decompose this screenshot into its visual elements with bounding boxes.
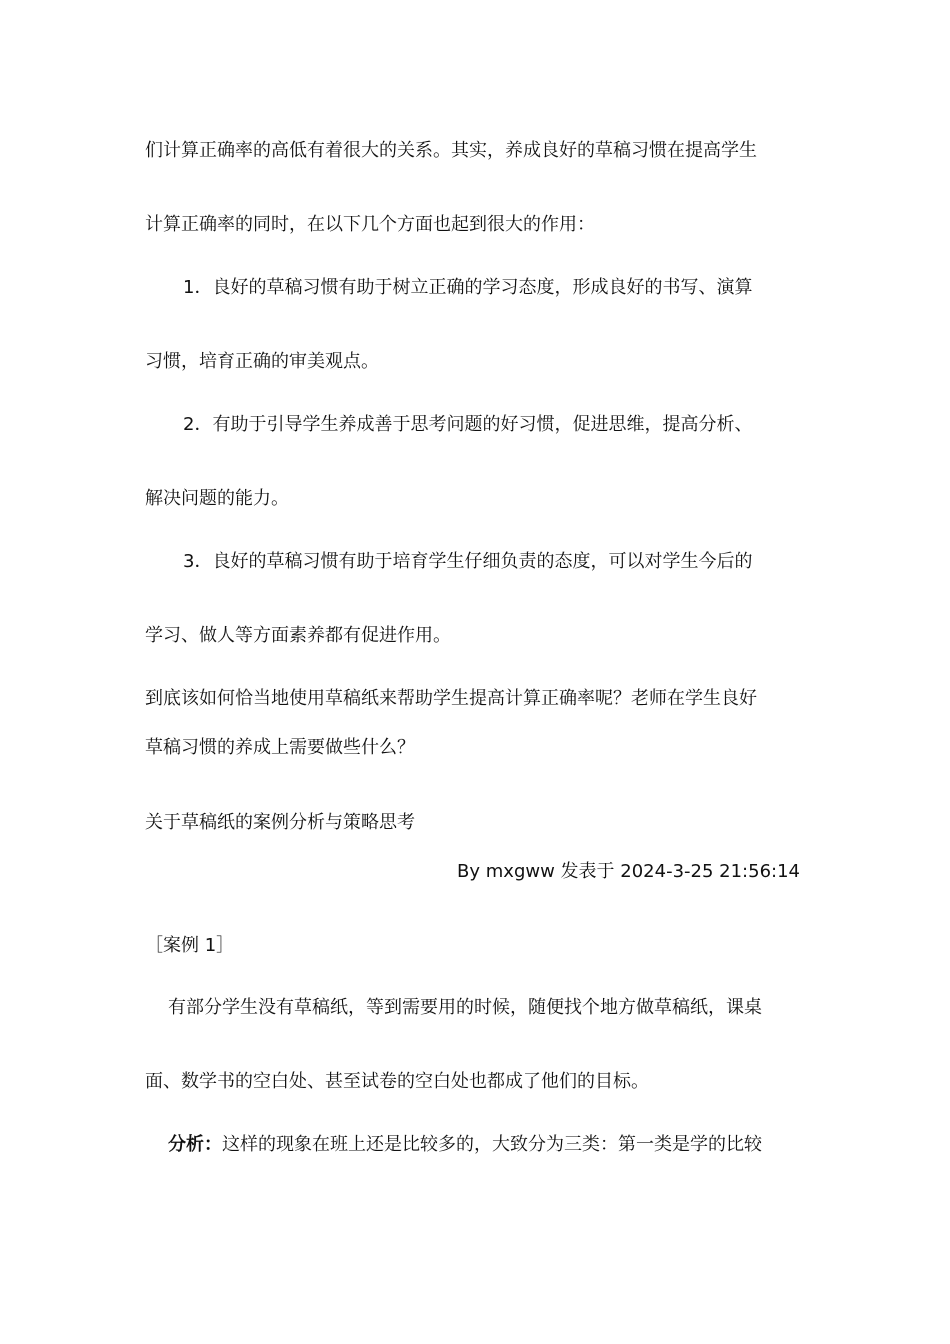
list-item-2-continuation: 解决问题的能力。 (145, 488, 289, 509)
list-item-3-continuation: 学习、做人等方面素养都有促进作用。 (145, 625, 451, 646)
body-text-line: 们计算正确率的高低有着很大的关系。其实，养成良好的草稿习惯在提高学生 (145, 140, 757, 161)
body-text-line: 计算正确率的同时，在以下几个方面也起到很大的作用： (145, 214, 595, 235)
analysis-line (168, 1133, 950, 1157)
list-item-1-line: 1．良好的草稿习惯有助于树立正确的学习态度，形成良好的书写、演算 (183, 277, 753, 298)
case-text-continuation: 面、数学书的空白处、甚至试卷的空白处也都成了他们的目标。 (145, 1071, 649, 1092)
analysis-label: 分析： (168, 1134, 222, 1155)
list-item-3-line: 3．良好的草稿习惯有助于培育学生仔细负责的态度，可以对学生今后的 (183, 551, 753, 572)
case-text-line: 有部分学生没有草稿纸，等到需要用的时候，随便找个地方做草稿纸，课桌 (168, 997, 762, 1018)
analysis-text: 这样的现象在班上还是比较多的，大致分为三类：第一类是学的比较 (222, 1134, 762, 1155)
question-line-continuation: 草稿习惯的养成上需要做些什么？ (145, 737, 415, 758)
list-item-2-line: 2．有助于引导学生养成善于思考问题的好习惯，促进思维，提高分析、 (183, 414, 753, 435)
case-label: ［案例 1］ (145, 935, 235, 956)
section-title: 关于草稿纸的案例分析与策略思考 (145, 812, 415, 833)
question-line: 到底该如何恰当地使用草稿纸来帮助学生提高计算正确率呢？老师在学生良好 (145, 688, 757, 709)
post-byline: By mxgww 发表于 2024-3-25 21:56:14 (457, 861, 800, 882)
list-item-1-continuation: 习惯，培育正确的审美观点。 (145, 351, 379, 372)
